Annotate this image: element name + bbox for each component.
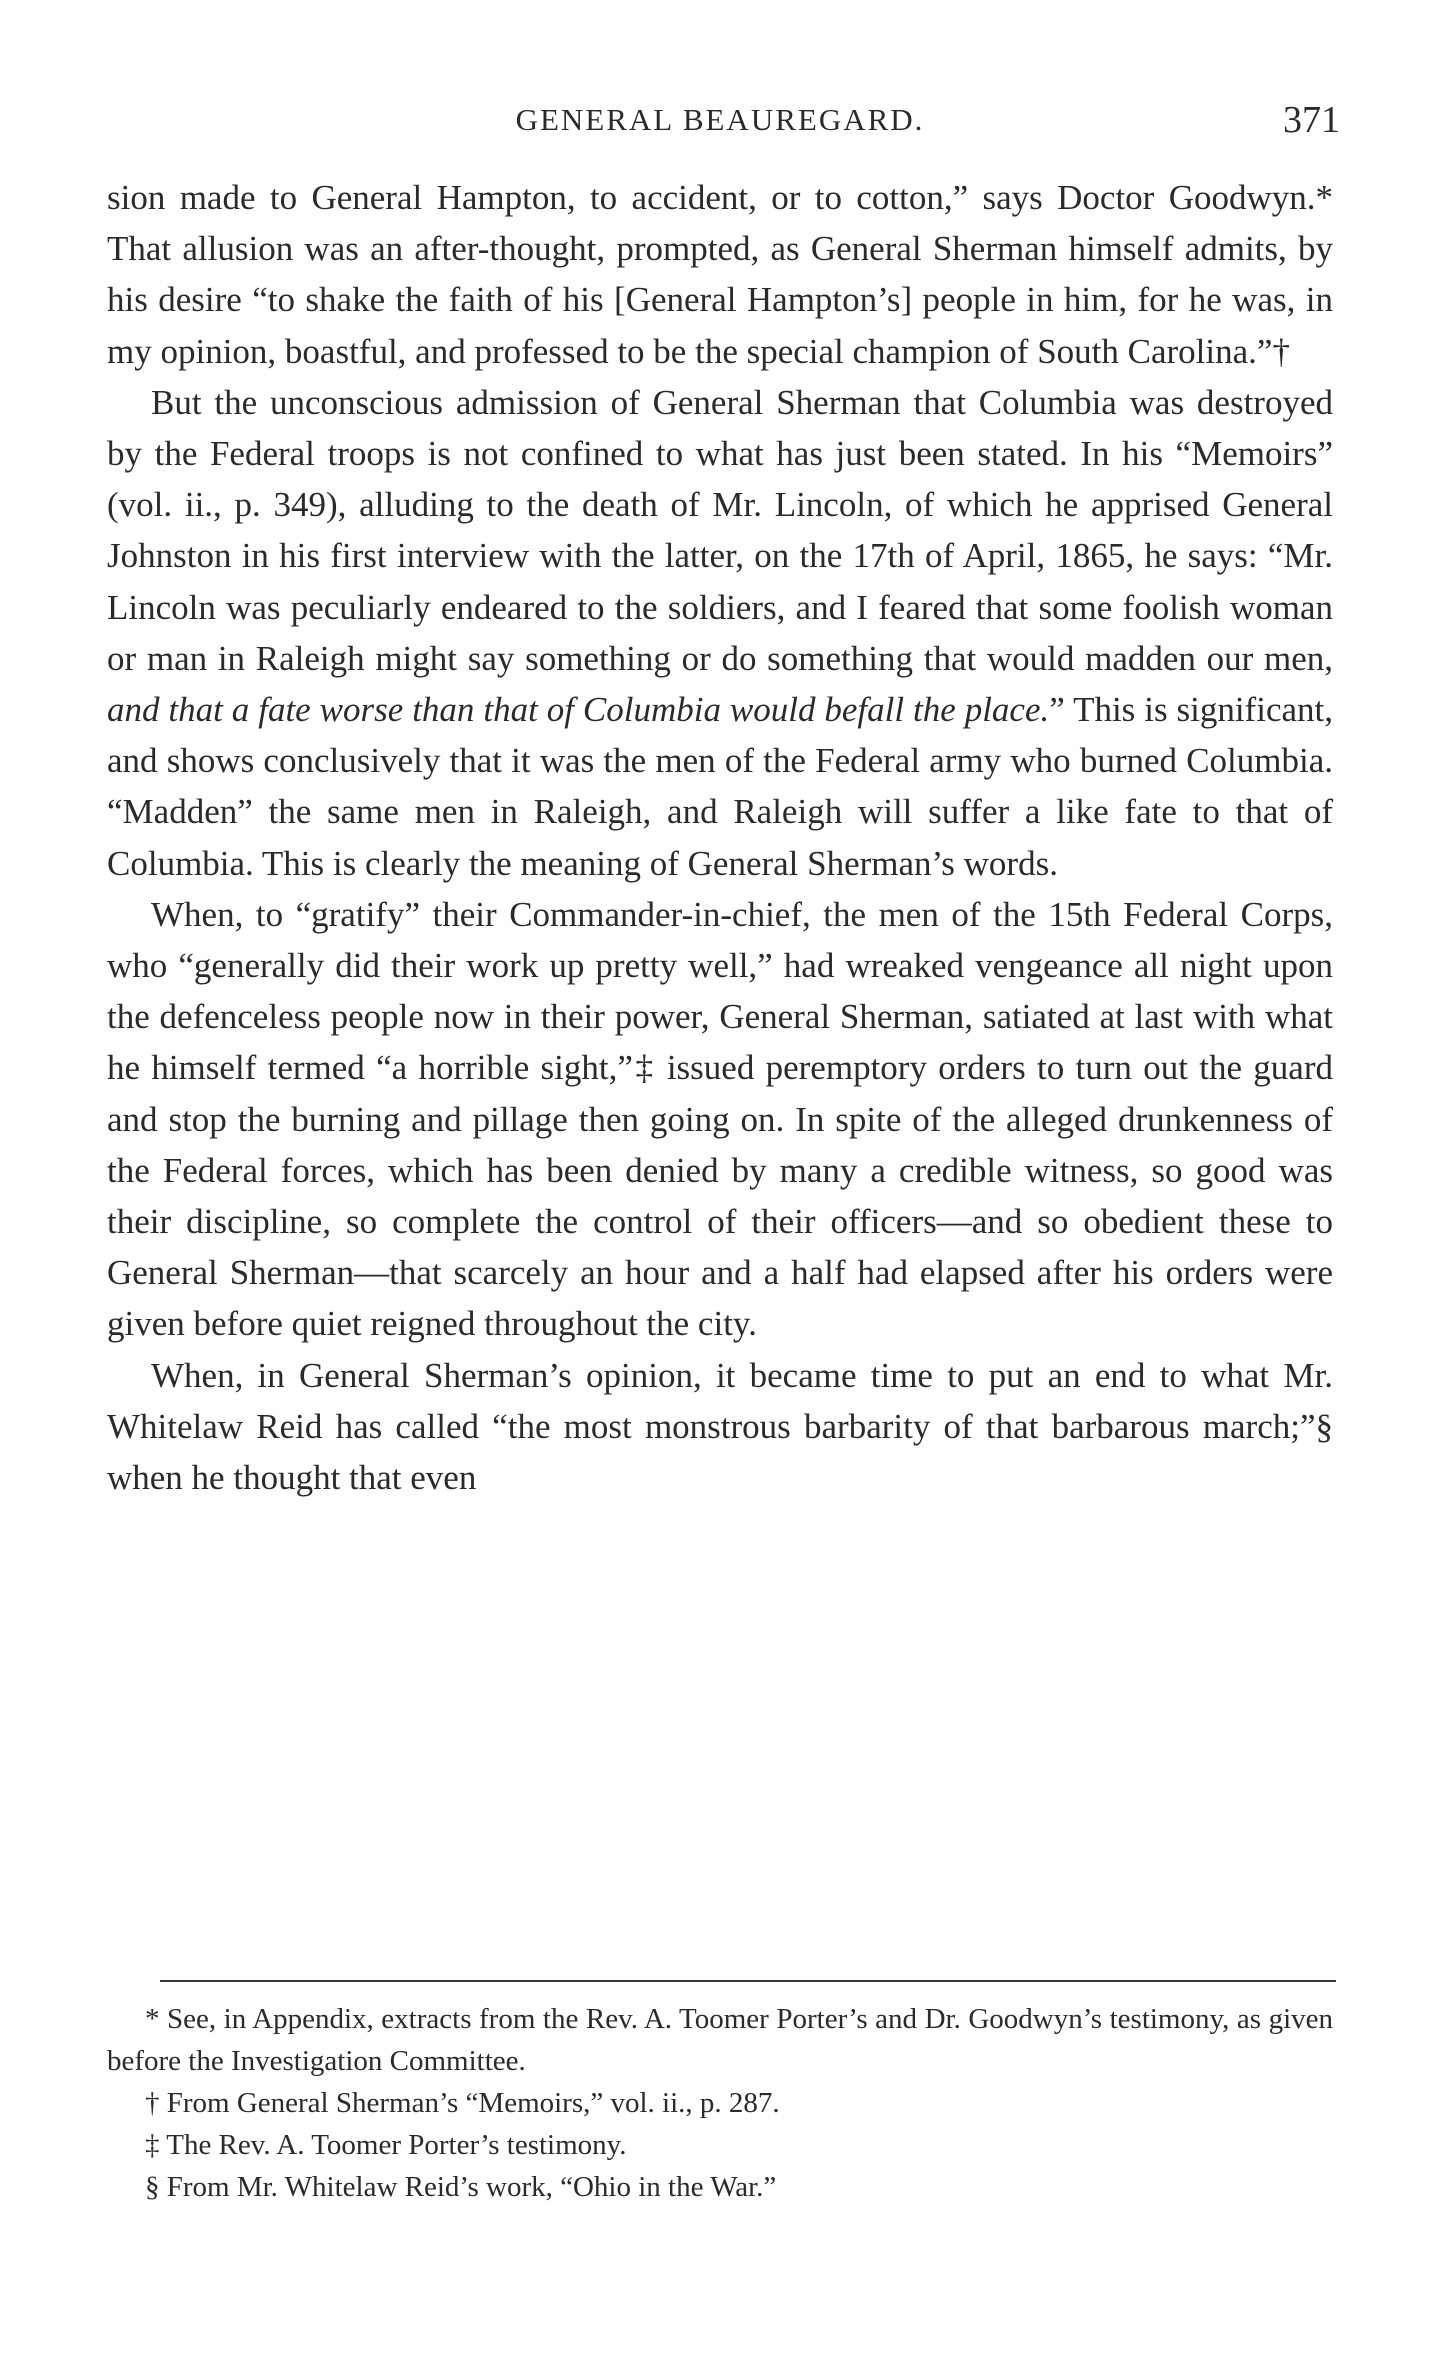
- footnote: ‡ The Rev. A. Toomer Porter’s testimony.: [145, 2129, 627, 2161]
- paragraph: [107, 889, 1333, 1350]
- footnote: † From General Sherman’s “Memoirs,” vol. ii., p. 287.: [145, 2087, 780, 2119]
- paragraph-text: When, in General Sherman’s opinion, it became time to put an end to what Mr. Whitelaw Reid has called “the most monstrous barbarity of that barbarous march;”§ when he thought that even: [107, 1355, 1333, 1498]
- paragraph: [107, 377, 1333, 889]
- body-text: [107, 172, 1333, 1503]
- footnote: § From Mr. Whitelaw Reid’s work, “Ohio in the War.”: [145, 2171, 777, 2203]
- footnote: * See, in Appendix, extracts from the Rev. A. Toomer Porter’s and Dr. Goodwyn’s testimony, as given before the Investigation Committee.: [107, 2003, 1333, 2077]
- footnote-divider: [160, 1980, 1336, 1982]
- italic-quotation: and that a fate worse than that of Columbia would befall the place.: [107, 690, 1050, 730]
- paragraph-text: But the unconscious admission of General Sherman that Columbia was destroyed by the Federal troops is not confined to what has just been stated. In his “Memoirs” (vol. ii., p. 349), alluding to the death of Mr. Lincoln, of which he apprised General Johnston in his first interview with the latter, on the 17th of April, 1865, he says: “Mr. Lincoln was peculiarly endeared to the soldiers, and I feared that some foolish woman or man in Raleigh might say something or do something that would madden our men,: [107, 382, 1333, 678]
- paragraph: [107, 1350, 1333, 1504]
- paragraph-text: sion made to General Hampton, to accident, or to cotton,” says Doctor Goodwyn.* That allusion was an after-thought, prompted, as General Sherman himself admits, by his desire “to shake the faith of his [General Hampton’s] people in him, for he was, in my opinion, boastful, and professed to be the special champion of South Carolina.”†: [107, 178, 1333, 371]
- paragraph-text: ” This is significant, and shows conclusively that it was the men of the Federal army who burned Columbia. “Madden” the same men in Raleigh, and Raleigh will suffer a like fate to that of Columbia. This is clearly the meaning of General Sherman’s words.: [107, 690, 1333, 883]
- page-number: 371: [1283, 99, 1340, 141]
- running-title: GENERAL BEAUREGARD.: [515, 102, 925, 137]
- running-head: [100, 95, 1340, 145]
- footnotes: [107, 1998, 1333, 2208]
- paragraph-continued: [107, 172, 1333, 377]
- paragraph-text: When, to “gratify” their Commander-in-chief, the men of the 15th Federal Corps, who “generally did their work up pretty well,” had wreaked vengeance all night upon the defenceless people now in their power, General Sherman, satiated at last with what he himself termed “a horrible sight,”‡ issued peremptory orders to turn out the guard and stop the burning and pillage then going on. In spite of the alleged drunkenness of the Federal forces, which has been denied by many a credible witness, so good was their discipline, so complete the control of their officers—and so obedient these to General Sherman—that scarcely an hour and a half had elapsed after his orders were given before quiet reigned throughout the city.: [107, 894, 1333, 1344]
